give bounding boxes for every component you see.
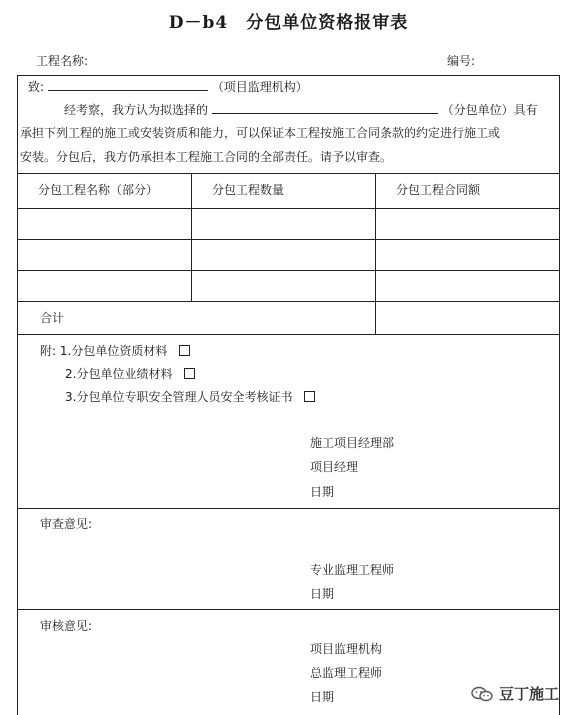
to-suffix: （项目监理机构）: [211, 80, 308, 94]
attachment-item: [65, 366, 195, 382]
divider: [18, 173, 559, 174]
audit-date-label: 日期: [310, 690, 335, 704]
review-signer-label: 专业监理工程师: [310, 563, 395, 577]
statement-line-3: 安装。分包后，我方仍承担本工程施工合同的全部责任。请予以审查。: [20, 150, 393, 164]
divider: [18, 301, 559, 302]
table-cell[interactable]: [18, 240, 190, 270]
contractor-dept-label: 施工项目经理部: [310, 436, 395, 450]
attachment-label: 3.分包单位专职安全管理人员安全考核证书: [65, 390, 293, 404]
wechat-icon: [471, 686, 493, 702]
statement-line-2: 承担下列工程的施工或安装资质和能力，可以保证本工程按施工合同条款的约定进行施工或: [20, 126, 501, 140]
attachment-checkbox[interactable]: [184, 368, 195, 379]
contractor-date-label: 日期: [310, 485, 335, 499]
table-cell[interactable]: [376, 271, 559, 301]
attachment-item: [40, 343, 190, 359]
subcontractor-name-field[interactable]: [212, 101, 438, 114]
column-header-amount: 分包工程合同额: [396, 183, 481, 197]
chief-supervisor-label: 总监理工程师: [310, 666, 383, 680]
table-cell[interactable]: [192, 240, 374, 270]
review-date-label: 日期: [310, 587, 335, 601]
attachment-checkbox[interactable]: [304, 391, 315, 402]
audit-label: 审核意见:: [40, 619, 93, 633]
form-sheet: [17, 75, 560, 715]
divider: [18, 508, 559, 509]
audit-org-label: 项目监理机构: [310, 642, 383, 656]
statement-prefix: 经考察，我方认为拟选择的: [64, 103, 209, 117]
table-cell[interactable]: [376, 240, 559, 270]
statement-line-1: [64, 101, 538, 118]
project-name-label: 工程名称:: [36, 54, 89, 68]
number-label: 编号:: [447, 54, 476, 68]
table-cell[interactable]: [18, 271, 190, 301]
total-label: 合计: [40, 311, 65, 325]
attachment-label: 2.分包单位业绩材料: [65, 367, 173, 381]
attachment-item: [65, 389, 315, 405]
watermark: [471, 683, 559, 704]
form-title: D－b4 分包单位资格报审表: [168, 13, 409, 33]
table-cell[interactable]: [376, 209, 559, 239]
table-cell[interactable]: [192, 209, 374, 239]
watermark-text: 豆丁施工: [498, 685, 559, 703]
divider: [18, 609, 559, 610]
divider: [18, 334, 559, 335]
table-cell[interactable]: [18, 209, 190, 239]
project-manager-label: 项目经理: [310, 460, 359, 474]
attachments-label: 附:: [40, 344, 57, 358]
review-label: 审查意见:: [40, 517, 93, 531]
to-line: [28, 78, 308, 95]
attachment-label: 1.分包单位资质材料: [59, 344, 168, 358]
table-cell[interactable]: [192, 271, 374, 301]
attachment-checkbox[interactable]: [179, 345, 190, 356]
supervisor-name-field[interactable]: [48, 78, 208, 91]
statement-suffix: （分包单位）具有: [441, 103, 538, 117]
column-header-name: 分包工程名称（部分）: [38, 183, 159, 197]
to-prefix: 致:: [28, 80, 45, 94]
column-header-quantity: 分包工程数量: [212, 183, 285, 197]
